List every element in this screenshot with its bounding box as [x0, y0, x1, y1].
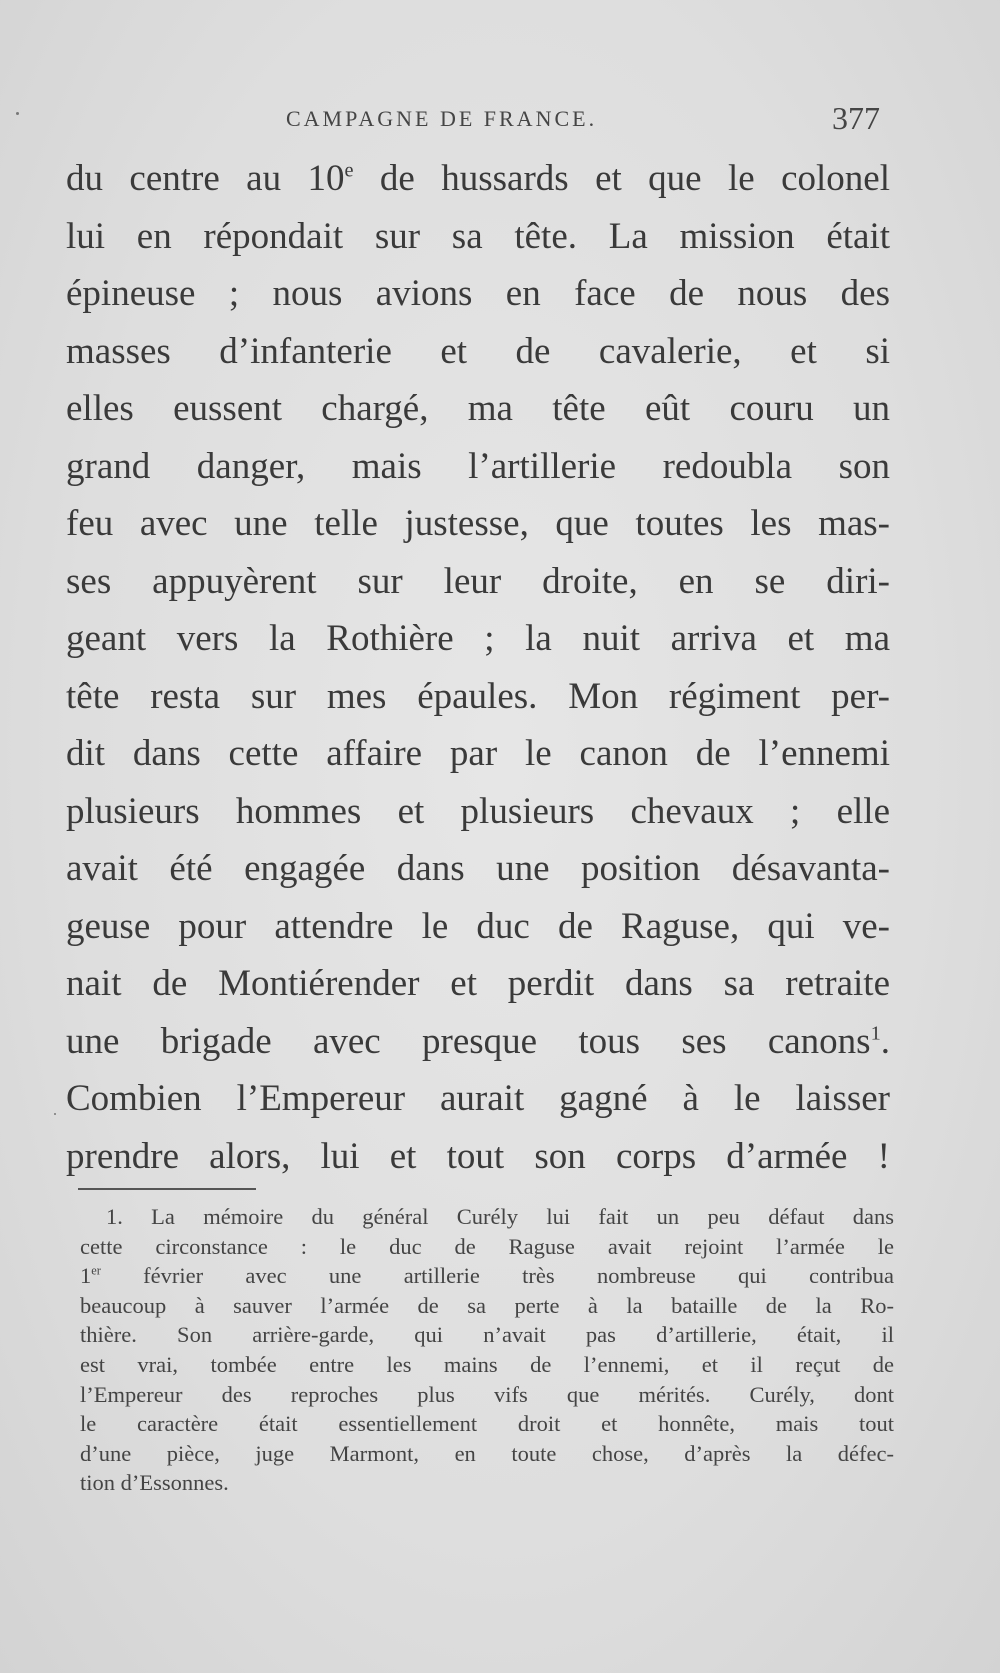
footnote-rule: [78, 1188, 256, 1190]
footnote-line: thière. Son arrière-garde, qui n’avait pas d’artillerie, était, il: [80, 1322, 894, 1348]
body-line: geuse pour attendre le duc de Raguse, qui ve-: [66, 905, 890, 947]
body-line: elles eussent chargé, ma tête eût couru un: [66, 388, 890, 429]
body-line: grand danger, mais l’artillerie redoubla son: [66, 445, 890, 487]
body-line: tête resta sur mes épaules. Mon régiment per-: [66, 675, 890, 717]
body-line: dit dans cette affaire par le canon de l’ennemi: [66, 733, 890, 774]
footnote-line: beaucoup à sauver l’armée de sa perte à la bataille de la Ro-: [80, 1292, 894, 1318]
paper-speck: [16, 112, 19, 115]
body-line: nait de Montiérender et perdit dans sa retraite: [66, 963, 890, 1004]
footnote-line: cette circonstance : le duc de Raguse avait rejoint l’armée le: [80, 1233, 894, 1259]
footnote-line: est vrai, tombée entre les mains de l’ennemi, et il reçut de: [80, 1351, 894, 1377]
body-line: ses appuyèrent sur leur droite, en se diri-: [66, 560, 890, 602]
footnote-line: 1er février avec une artillerie très nombreuse qui contribua: [80, 1263, 894, 1289]
footnote-line: d’une pièce, juge Marmont, en toute chose, d’après la défec-: [80, 1440, 894, 1466]
body-line: geant vers la Rothière ; la nuit arriva et ma: [66, 618, 890, 659]
body-line: épineuse ; nous avions en face de nous des: [66, 273, 890, 314]
page-header: [0, 100, 1000, 140]
page-number: 377: [832, 100, 880, 136]
body-line: du centre au 10e de hussards et que le colonel: [66, 158, 890, 199]
body-line: Combien l’Empereur aurait gagné à le laisser: [66, 1078, 890, 1119]
footnote: [80, 1202, 894, 1498]
body-line: feu avec une telle justesse, que toutes les mas-: [66, 503, 890, 544]
body-text: [66, 150, 890, 1185]
body-line: masses d’infanterie et de cavalerie, et si: [66, 330, 890, 372]
footnote-line: tion d’Essonnes.: [80, 1470, 229, 1496]
footnote-line: l’Empereur des reproches plus vifs que mérités. Curély, dont: [80, 1381, 894, 1407]
body-line: plusieurs hommes et plusieurs chevaux ; elle: [66, 790, 890, 832]
footnote-marker: 1: [870, 1022, 881, 1045]
body-line: une brigade avec presque tous ses canons$^1$.: [66, 1020, 890, 1062]
footnote-line: 1. La mémoire du général Curély lui fait un peu défaut dans: [106, 1204, 894, 1229]
paper-speck: [54, 1113, 56, 1115]
footnote-line: le caractère était essentiellement droit et honnête, mais tout: [80, 1411, 894, 1437]
body-line: prendre alors, lui et tout son corps d’armée !: [66, 1135, 890, 1177]
body-line: lui en répondait sur sa tête. La mission était: [66, 215, 890, 257]
body-line: avait été engagée dans une position désavanta-: [66, 848, 890, 889]
running-head: CAMPAGNE DE FRANCE.: [286, 106, 598, 131]
